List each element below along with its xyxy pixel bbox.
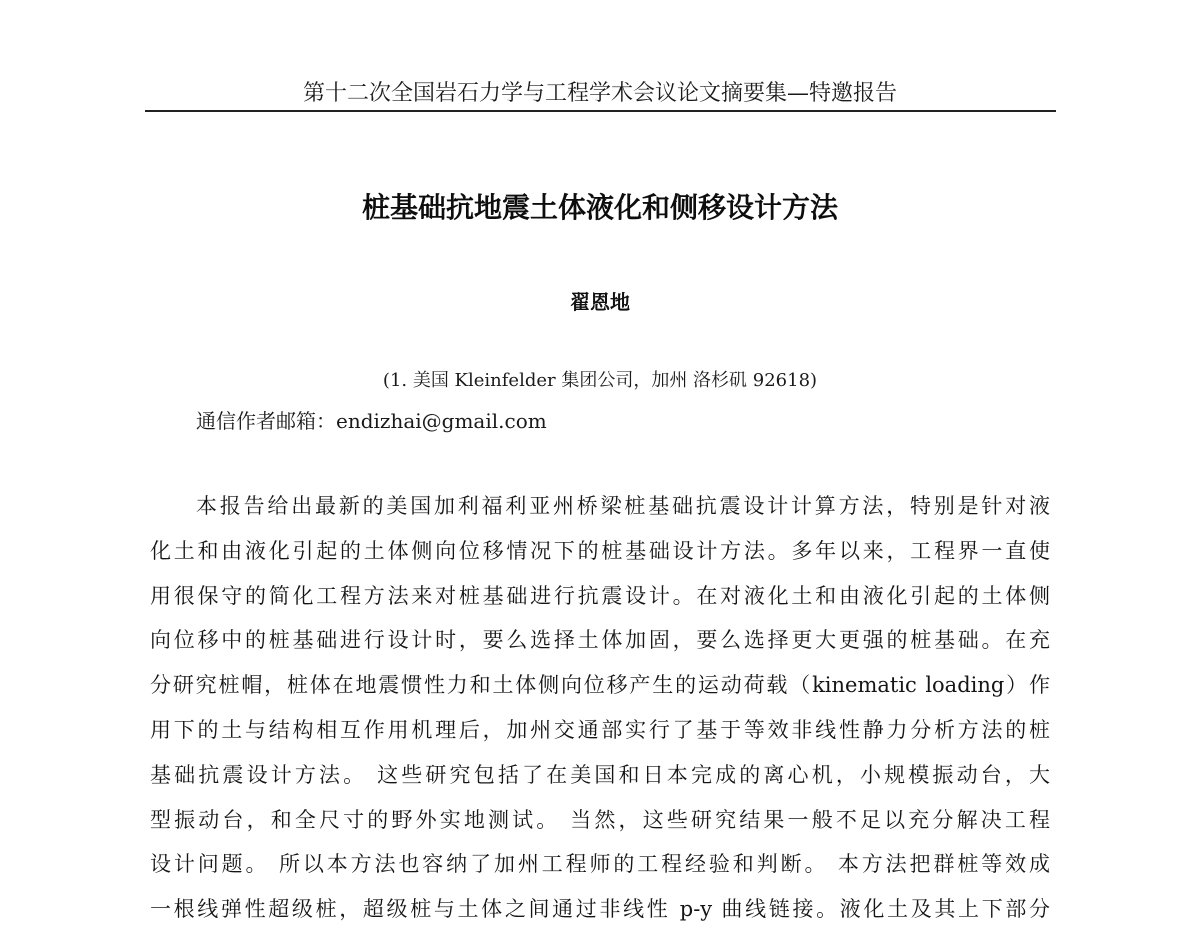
abstract-body xyxy=(150,484,1050,932)
abstract-line: 分研究桩帽，桩体在地震惯性力和土体侧向位移产生的运动荷载（kinematic loading）作 xyxy=(150,673,1050,698)
email-label: 通信作者邮箱： xyxy=(196,409,336,433)
abstract-line: 基础抗震设计方法。 这些研究包括了在美国和日本完成的离心机，小规模振动台，大 xyxy=(150,762,1051,787)
abstract-line: 用很保守的简化工程方法来对桩基础进行抗震设计。在对液化土和由液化引起的土体侧 xyxy=(150,583,1050,608)
abstract-line: 型振动台，和全尺寸的野外实地测试。 当然，这些研究结果一般不足以充分解决工程 xyxy=(150,807,1050,832)
email-address: endizhai@gmail.com xyxy=(336,409,547,433)
abstract-line: 设计问题。 所以本方法也容纳了加州工程师的工程经验和判断。 本方法把群桩等效成 xyxy=(150,852,1050,877)
paper-title: 桩基础抗地震土体液化和侧移设计方法 xyxy=(361,191,838,224)
abstract-line: 化土和由液化引起的土体侧向位移情况下的桩基础设计方法。多年以来，工程界一直使 xyxy=(150,538,1050,563)
abstract-line: 本报告给出最新的美国加利福利亚州桥梁桩基础抗震设计计算方法，特别是针对液 xyxy=(196,494,1050,518)
author-affiliation: (1. 美国 Kleinfelder 集团公司，加州 洛杉矶 92618) xyxy=(382,370,818,391)
author-name: 翟恩地 xyxy=(570,290,630,314)
running-header: 第十二次全国岩石力学与工程学术会议论文摘要集—特邀报告 xyxy=(302,81,897,106)
abstract-line: 一根线弹性超级桩，超级桩与土体之间通过非线性 p-y 曲线链接。液化土及其上下部分 xyxy=(150,897,1050,922)
abstract-line: 用下的土与结构相互作用机理后，加州交通部实行了基于等效非线性静力分析方法的桩 xyxy=(150,717,1050,742)
header-rule xyxy=(145,110,1056,112)
abstract-line: 向位移中的桩基础进行设计时，要么选择土体加固，要么选择更大更强的桩基础。在充 xyxy=(150,628,1050,653)
corresponding-email xyxy=(196,405,547,434)
